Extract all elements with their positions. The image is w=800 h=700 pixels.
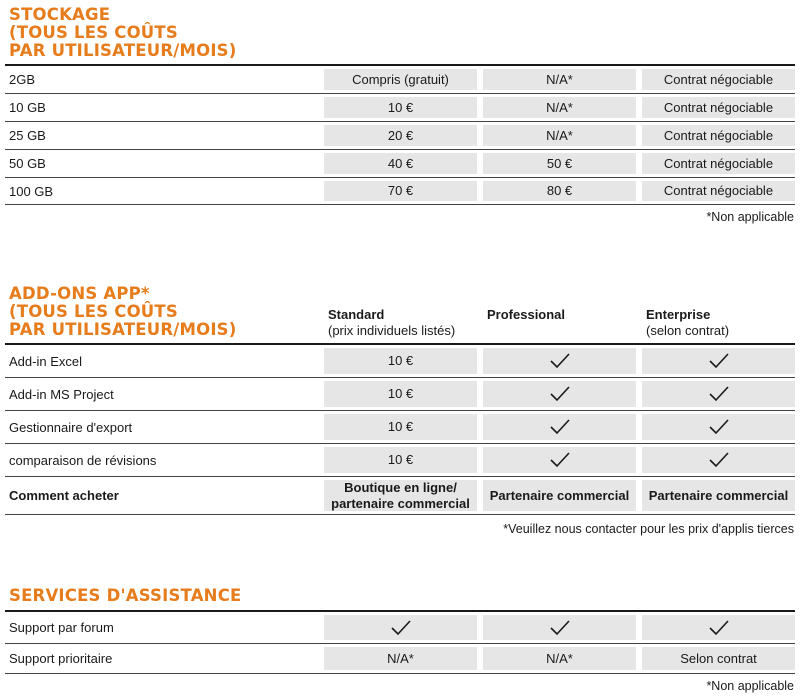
checkmark-icon [549, 619, 571, 637]
addon-row [5, 378, 795, 411]
column-header-standard [328, 307, 455, 339]
standard-cell: 10 € [324, 97, 477, 118]
professional-cell: 80 € [483, 181, 636, 201]
storage-row-label: 2GB [9, 72, 36, 87]
professional-cell: N/A* [483, 647, 636, 670]
enterprise-cell [642, 348, 795, 374]
support-title-line: SERVICES D'ASSISTANCE [9, 586, 242, 605]
storage-title-line: PAR UTILISATEUR/MOIS) [9, 41, 237, 60]
addon-row [5, 411, 795, 444]
standard-cell: N/A* [324, 647, 477, 670]
enterprise-cell: Contrat négociable [642, 181, 795, 201]
checkmark-icon [708, 451, 730, 469]
checkmark-icon [549, 451, 571, 469]
column-header-title: Professional [487, 307, 566, 322]
storage-row [5, 94, 795, 122]
standard-cell: 10 € [324, 414, 477, 440]
addons-title-line: ADD-ONS APP* [9, 284, 150, 303]
storage-row [5, 150, 795, 178]
standard-cell: 10 € [324, 381, 477, 407]
storage-row-label: 25 GB [9, 128, 46, 143]
storage-row-label: 50 GB [9, 156, 46, 171]
addons-title-line: (TOUS LES COÛTS [9, 302, 178, 321]
standard-cell: 10 € [324, 348, 477, 374]
purchase-line: partenaire commercial [331, 495, 470, 511]
standard-cell: Compris (gratuit) [324, 69, 477, 90]
professional-cell [483, 447, 636, 473]
addons-section-title [9, 285, 236, 339]
checkmark-icon [390, 619, 412, 637]
standard-cell: 10 € [324, 447, 477, 473]
support-row [5, 644, 795, 674]
addons-title-line: PAR UTILISATEUR/MOIS) [9, 320, 237, 339]
support-row-label: Support prioritaire [9, 651, 113, 666]
column-header-title: Standard [328, 307, 385, 322]
storage-row [5, 178, 795, 205]
storage-title-line: (TOUS LES COÛTS [9, 23, 178, 42]
enterprise-cell: Contrat négociable [642, 153, 795, 174]
purchase-line: Boutique en ligne/ [344, 479, 457, 495]
enterprise-cell: Contrat négociable [642, 69, 795, 90]
addon-row-label: Add-in MS Project [9, 386, 114, 402]
professional-cell [483, 381, 636, 407]
addon-row-label: comparaison de révisions [9, 452, 157, 468]
enterprise-cell [642, 447, 795, 473]
column-header-subtitle: (selon contrat) [646, 323, 730, 338]
checkmark-icon [549, 385, 571, 403]
professional-cell [483, 348, 636, 374]
purchase-row-label: Comment acheter [9, 488, 119, 503]
column-header-professional [487, 307, 565, 323]
enterprise-cell [642, 381, 795, 407]
professional-cell [483, 615, 636, 640]
enterprise-cell: Partenaire commercial [642, 480, 795, 511]
professional-cell: 50 € [483, 153, 636, 174]
storage-footnote: *Non applicable [706, 210, 794, 224]
standard-cell: 20 € [324, 125, 477, 146]
standard-cell: 70 € [324, 181, 477, 201]
standard-cell: 40 € [324, 153, 477, 174]
enterprise-cell: Selon contrat [642, 647, 795, 670]
checkmark-icon [549, 352, 571, 370]
storage-section-title [9, 6, 236, 60]
checkmark-icon [708, 352, 730, 370]
professional-cell: Partenaire commercial [483, 480, 636, 511]
enterprise-cell [642, 414, 795, 440]
checkmark-icon [708, 418, 730, 436]
addon-row [5, 444, 795, 477]
professional-cell: N/A* [483, 69, 636, 90]
checkmark-icon [708, 385, 730, 403]
professional-cell: N/A* [483, 97, 636, 118]
addon-row [5, 345, 795, 378]
support-row-label: Support par forum [9, 620, 114, 635]
checkmark-icon [708, 619, 730, 637]
professional-cell [483, 414, 636, 440]
support-row [5, 612, 795, 644]
column-header-title: Enterprise [646, 307, 711, 322]
support-footnote: *Non applicable [706, 679, 794, 693]
support-section-title [9, 587, 241, 605]
purchase-row [5, 477, 795, 515]
storage-row-label: 10 GB [9, 100, 46, 115]
enterprise-cell: Contrat négociable [642, 125, 795, 146]
addon-row-label: Add-in Excel [9, 353, 82, 369]
standard-cell [324, 480, 477, 511]
checkmark-icon [549, 418, 571, 436]
professional-cell: N/A* [483, 125, 636, 146]
addon-row-label: Gestionnaire d'export [9, 419, 133, 435]
column-header-enterprise [646, 307, 729, 339]
storage-row [5, 66, 795, 94]
column-header-subtitle: (prix individuels listés) [328, 323, 456, 338]
storage-title-line: STOCKAGE [9, 5, 111, 24]
addons-footnote: *Veuillez nous contacter pour les prix d'applis tierces [503, 522, 794, 536]
enterprise-cell [642, 615, 795, 640]
enterprise-cell: Contrat négociable [642, 97, 795, 118]
storage-row-label: 100 GB [9, 183, 54, 199]
storage-row [5, 122, 795, 150]
standard-cell [324, 615, 477, 640]
